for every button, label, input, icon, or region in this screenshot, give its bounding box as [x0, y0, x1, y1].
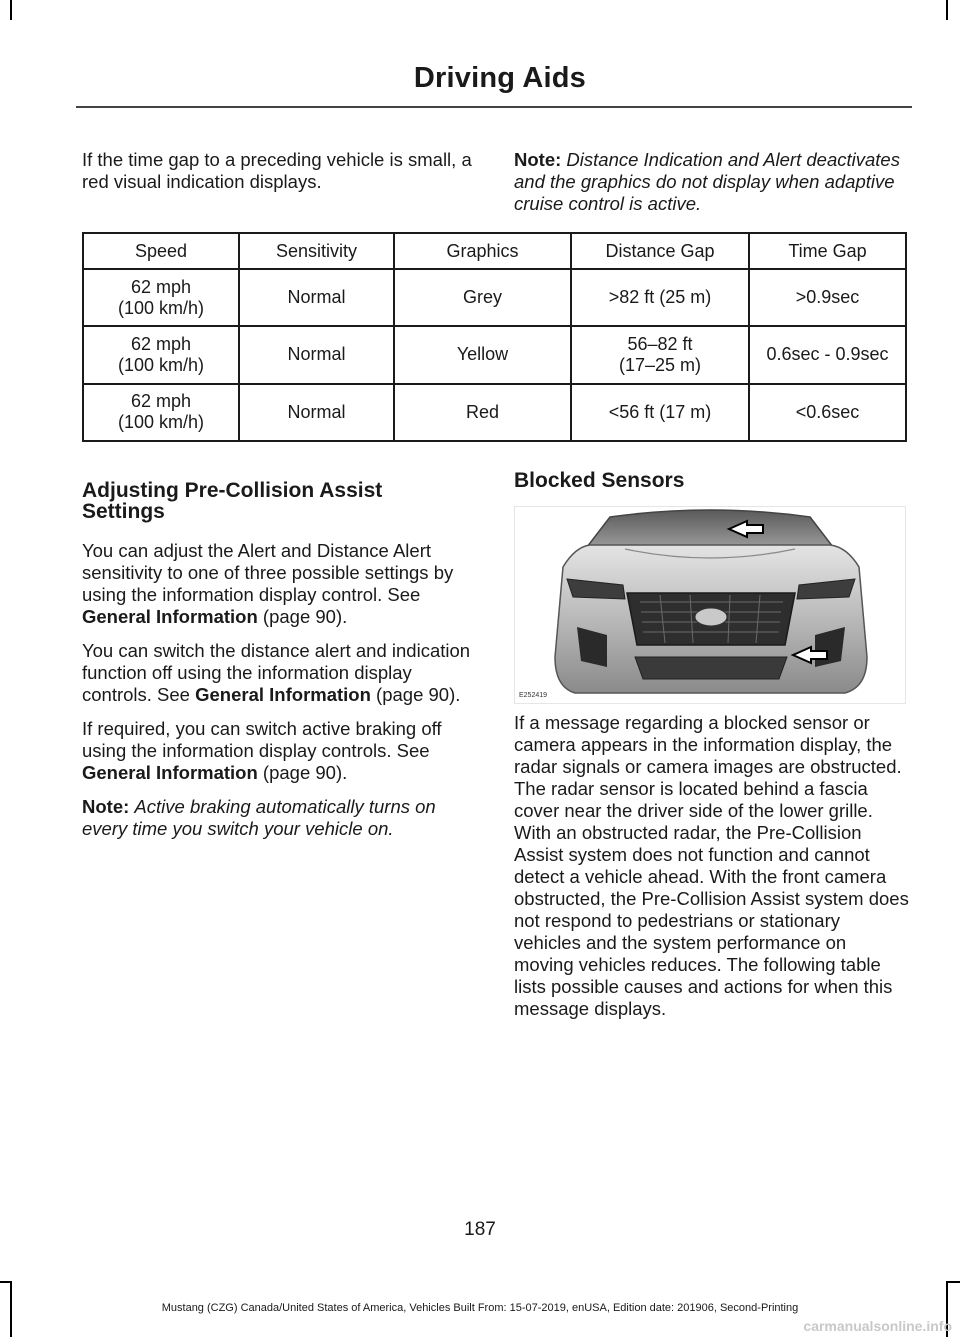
figure-id: E252419	[519, 692, 548, 699]
page-reference: (page 90).	[262, 606, 348, 627]
table-row	[83, 384, 906, 441]
watermark: carmanualsonline.info	[803, 1318, 952, 1334]
time-gap-cell: >0.9sec	[749, 269, 906, 326]
cross-reference-link[interactable]: General Information	[82, 606, 258, 627]
note-column	[514, 149, 909, 215]
adjusting-heading	[82, 480, 477, 522]
speed-cell	[83, 326, 239, 383]
header-speed: Speed	[83, 233, 239, 269]
sensitivity-cell: Normal	[239, 269, 394, 326]
graphics-cell: Yellow	[394, 326, 571, 383]
blocked-sensors-paragraph: If a message regarding a blocked sensor or camera appears in the information display, the radar signals or camera images are obstructed. The radar sensor is located behind a fascia cover near the driver side of the lower grille. With an obstructed radar, the Pre-Collision Assist system does not function and cannot detect a vehicle ahead. With the front camera obstructed, the Pre-Collision Assist system does not respond to pedestrians or stationary vehicles and the system performance on moving vehicles reduces. The following table lists possible causes and actions for when this message displays.	[514, 712, 909, 1019]
speed-cell	[83, 269, 239, 326]
speed-kmh: (100 km/h)	[117, 412, 205, 433]
header-sensitivity: Sensitivity	[239, 233, 394, 269]
note-label: Note:	[514, 149, 562, 170]
section-title: Driving Aids	[413, 62, 586, 94]
time-gap-cell: 0.6sec - 0.9sec	[749, 326, 906, 383]
table-row	[83, 326, 906, 383]
note-text: Distance Indication and Alert deactivates and the graphics do not display when adaptive cruise control is active.	[514, 149, 900, 214]
header-divider	[76, 106, 912, 108]
speed-mph: 62 mph	[130, 276, 192, 297]
distance-cell	[571, 326, 749, 383]
intro-column	[82, 149, 472, 193]
active-braking-note	[82, 796, 477, 840]
adjusting-heading-line1: Adjusting Pre-Collision Assist	[82, 479, 383, 502]
time-gap-cell: <0.6sec	[749, 384, 906, 441]
switch-alert-paragraph	[82, 640, 477, 706]
note-label: Note:	[82, 796, 130, 817]
speed-kmh: (100 km/h)	[117, 297, 205, 318]
speed-mph: 62 mph	[130, 333, 192, 354]
paragraph-text: You can adjust the Alert and Distance Alert sensitivity to one of three possible settings by using the information display control. See	[82, 540, 454, 605]
speed-cell	[83, 384, 239, 441]
crop-mark-bottom-right-h	[946, 1281, 960, 1283]
graphics-cell: Red	[394, 384, 571, 441]
page-reference: (page 90).	[262, 762, 348, 783]
table-header-row	[83, 233, 906, 269]
car-front-illustration	[515, 507, 905, 703]
adaptive-cruise-note	[514, 149, 909, 215]
header-time-gap: Time Gap	[749, 233, 906, 269]
sensitivity-cell: Normal	[239, 384, 394, 441]
footer-text: Mustang (CZG) Canada/United States of America, Vehicles Built From: 15-07-2019, enUSA, Edition date: 201906, Second-Printing	[161, 1302, 799, 1314]
paragraph-text: You can switch the distance alert and indication function off using the information display controls. See	[82, 640, 471, 705]
intro-paragraph: If the time gap to a preceding vehicle is small, a red visual indication displays.	[82, 149, 472, 192]
speed-kmh: (100 km/h)	[117, 354, 205, 375]
paragraph-text: If required, you can switch active braking off using the information display controls. See	[82, 718, 442, 761]
distance-ft: 56–82 ft	[627, 333, 693, 354]
crop-mark-top-right	[946, 0, 948, 20]
distance-alert-table	[82, 232, 907, 442]
distance-m: (17–25 m)	[618, 354, 702, 375]
blocked-sensors-heading: Blocked Sensors	[514, 469, 685, 492]
crop-mark-bottom-left-h	[0, 1281, 12, 1283]
sensitivity-cell: Normal	[239, 326, 394, 383]
crop-mark-top-left	[10, 0, 12, 20]
cross-reference-link[interactable]: General Information	[195, 684, 371, 705]
blocked-sensors-column	[514, 712, 909, 1020]
vehicle-front-figure	[514, 506, 906, 704]
graphics-cell: Grey	[394, 269, 571, 326]
page-number: 187	[464, 1219, 496, 1240]
adjusting-heading-line2: Settings	[82, 500, 165, 523]
header-distance-gap: Distance Gap	[571, 233, 749, 269]
distance-cell: <56 ft (17 m)	[571, 384, 749, 441]
distance-cell: >82 ft (25 m)	[571, 269, 749, 326]
header-graphics: Graphics	[394, 233, 571, 269]
cross-reference-link[interactable]: General Information	[82, 762, 258, 783]
active-braking-paragraph	[82, 718, 477, 784]
table-row	[83, 269, 906, 326]
page-reference: (page 90).	[376, 684, 461, 705]
adjust-sensitivity-paragraph	[82, 540, 477, 628]
note-text: Active braking automatically turns on every time you switch your vehicle on.	[82, 796, 436, 839]
adjusting-column	[82, 540, 477, 840]
speed-mph: 62 mph	[130, 391, 192, 412]
